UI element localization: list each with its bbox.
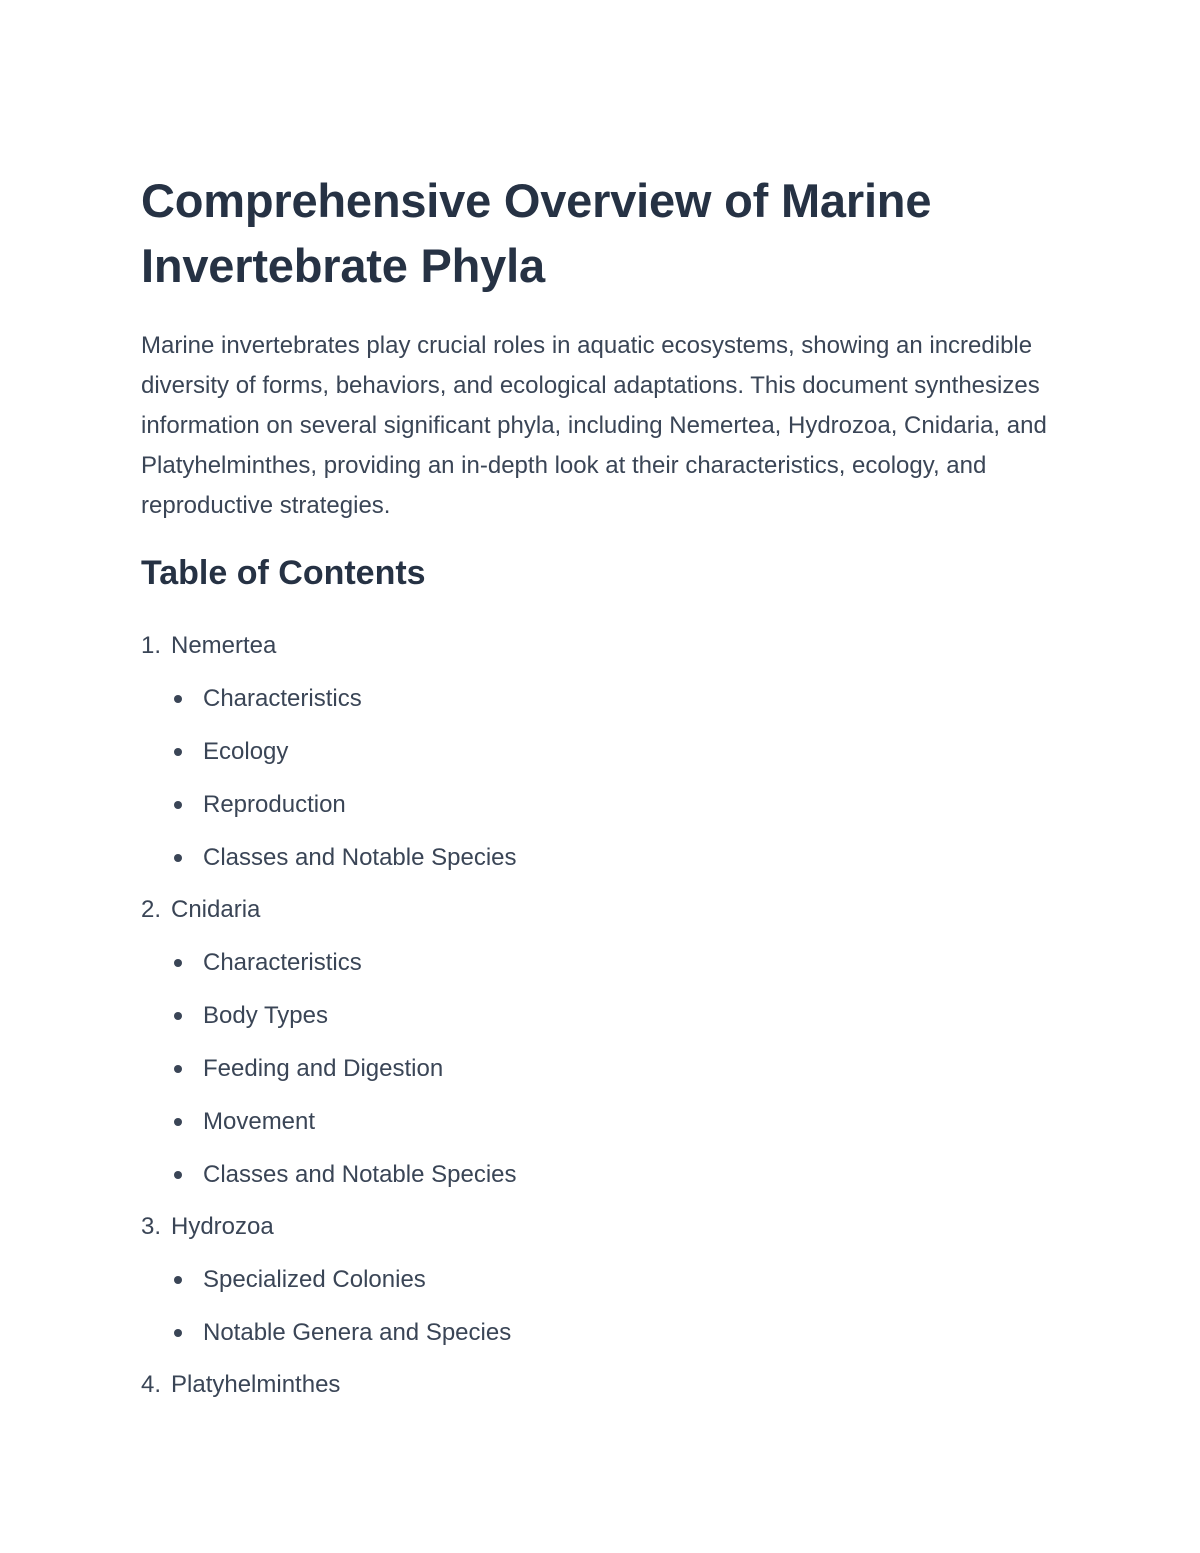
document-title: Comprehensive Overview of Marine Invertebrate Phyla: [141, 174, 932, 292]
toc-subitem-label: Movement: [203, 1108, 316, 1135]
toc-subitem: [171, 1306, 1060, 1359]
toc-sublist: [141, 936, 1060, 1201]
toc-subitem: [171, 1148, 1060, 1201]
toc-item-row: [141, 1201, 1060, 1253]
toc-subitem: [171, 936, 1060, 989]
toc-subitem-label: Ecology: [203, 738, 289, 765]
bullet-icon: [174, 1012, 182, 1020]
toc-item-number: 1.: [141, 632, 162, 659]
toc-sublist: [141, 1253, 1060, 1359]
toc-subitem-label: Reproduction: [203, 791, 346, 818]
toc-item: [141, 620, 1060, 884]
toc-item-number: 3.: [141, 1213, 162, 1240]
toc-item-label: Cnidaria: [171, 896, 261, 923]
toc-subitem: [171, 778, 1060, 831]
toc-subitem-label: Classes and Notable Species: [203, 1161, 517, 1188]
bullet-icon: [174, 1065, 182, 1073]
bullet-icon: [174, 854, 182, 862]
bullet-icon: [174, 1118, 182, 1126]
toc-item: [141, 884, 1060, 1201]
bullet-icon: [174, 1171, 182, 1179]
toc-subitem: [171, 725, 1060, 778]
bullet-icon: [174, 695, 182, 703]
toc-item-row: [141, 884, 1060, 936]
toc-subitem: [171, 989, 1060, 1042]
toc-subitem: [171, 831, 1060, 884]
toc-subitem-label: Body Types: [203, 1002, 328, 1029]
bullet-icon: [174, 801, 182, 809]
toc-item: [141, 1201, 1060, 1359]
bullet-icon: [174, 748, 182, 756]
intro-paragraph: Marine invertebrates play crucial roles in aquatic ecosystems, showing an incredible diversity of forms, behaviors, and ecological adaptations. This document synthesizes information on several significant phyla, including Nemertea, Hydrozoa, Cnidaria, and Platyhelminthes, providing an in-depth look at their characteristics, ecology, and reproductive strategies.: [141, 332, 1047, 519]
toc-subitem-label: Characteristics: [203, 949, 362, 976]
toc-subitem: [171, 1042, 1060, 1095]
bullet-icon: [174, 959, 182, 967]
toc-subitem-label: Notable Genera and Species: [203, 1319, 512, 1346]
toc-sublist: [141, 672, 1060, 884]
bullet-icon: [174, 1276, 182, 1284]
toc-item-label: Nemertea: [171, 632, 277, 659]
toc-item-row: [141, 620, 1060, 672]
toc-heading: Table of Contents: [141, 554, 426, 592]
toc-item-label: Platyhelminthes: [171, 1371, 341, 1398]
table-of-contents: [141, 620, 1060, 1411]
toc-subitem: [171, 1095, 1060, 1148]
toc-subitem-label: Characteristics: [203, 685, 362, 712]
toc-item-row: [141, 1359, 1060, 1411]
toc-item-number: 2.: [141, 896, 162, 923]
bullet-icon: [174, 1329, 182, 1337]
toc-subitem-label: Specialized Colonies: [203, 1266, 426, 1293]
toc-item-number: 4.: [141, 1371, 162, 1398]
toc-subitem-label: Classes and Notable Species: [203, 844, 517, 871]
toc-subitem-label: Feeding and Digestion: [203, 1055, 444, 1082]
toc-subitem: [171, 1253, 1060, 1306]
toc-item: [141, 1359, 1060, 1411]
toc-item-label: Hydrozoa: [171, 1213, 274, 1240]
toc-subitem: [171, 672, 1060, 725]
